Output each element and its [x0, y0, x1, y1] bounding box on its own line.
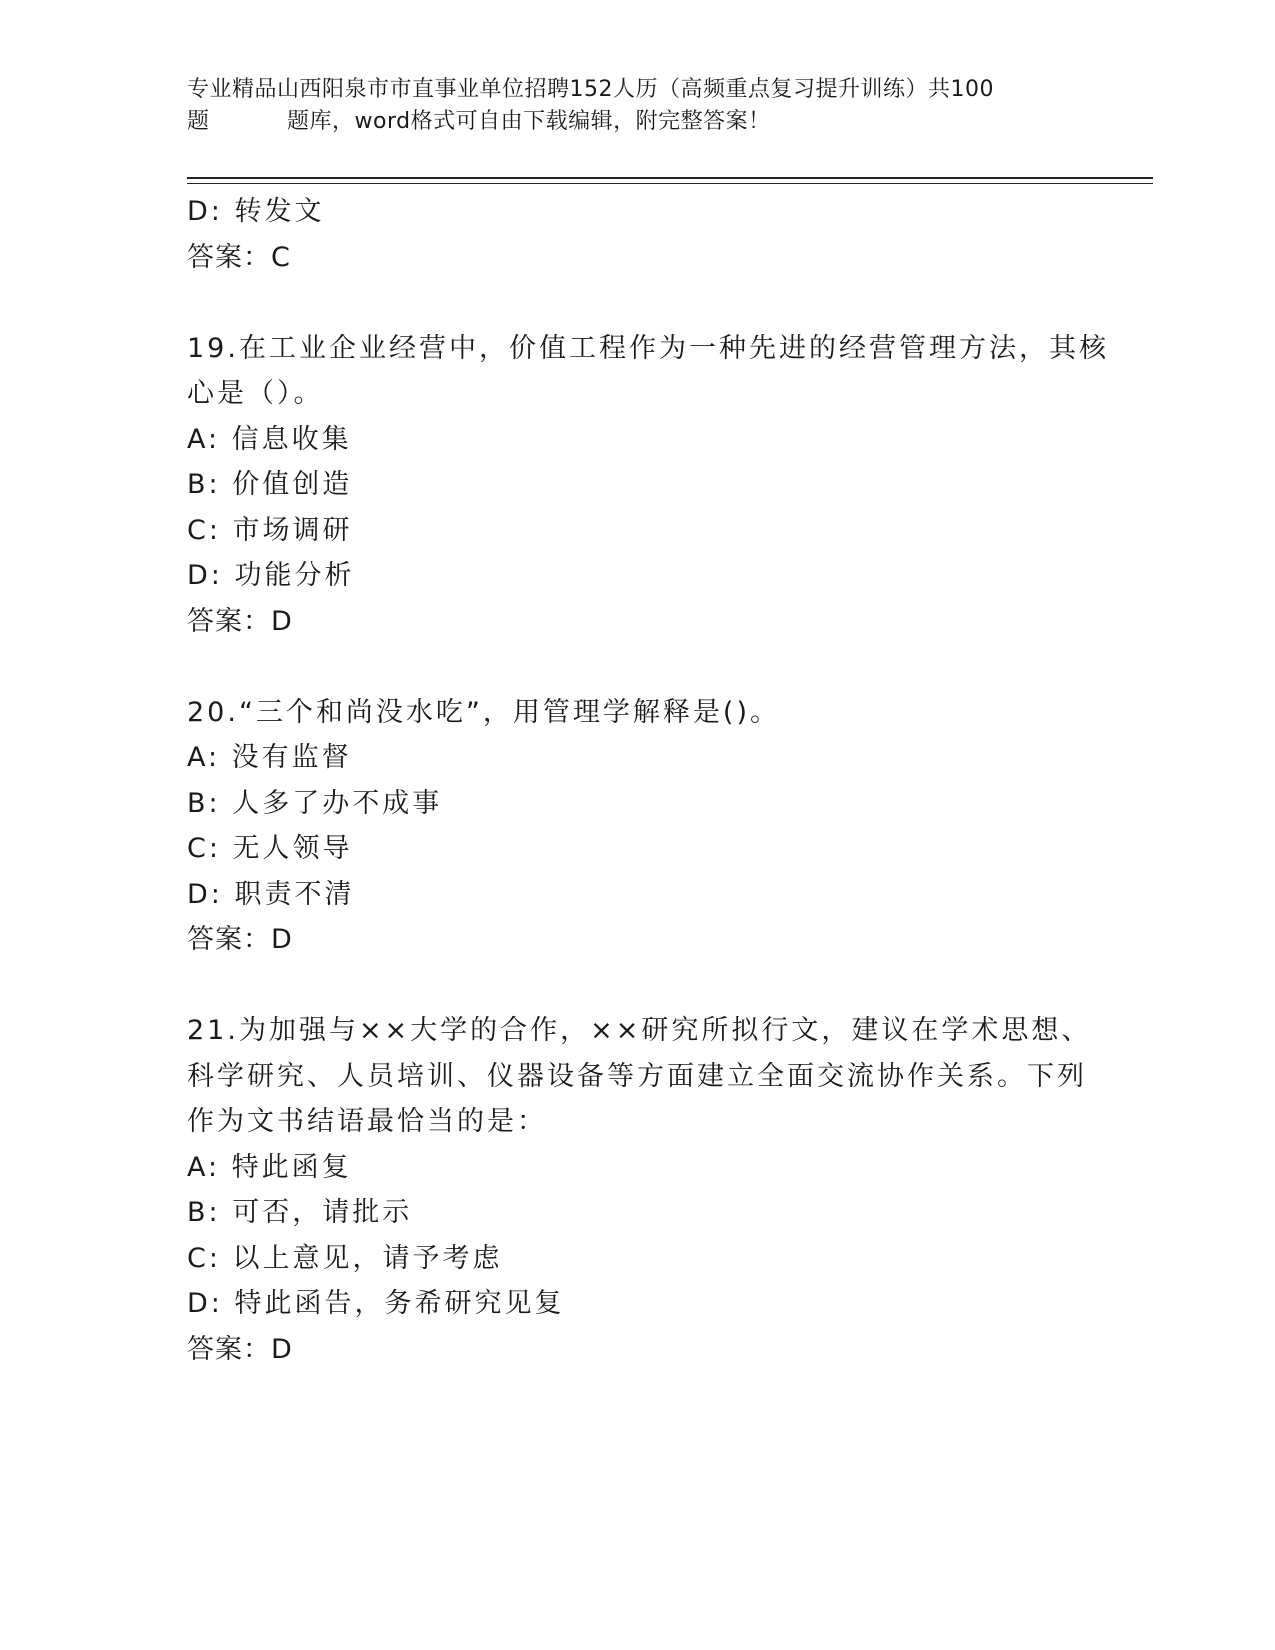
question-block	[187, 690, 1087, 963]
question-stem: 19.在工业企业经营中，价值工程作为一种先进的经营管理方法，其核	[187, 332, 1109, 364]
header-title-line1: 专业精品山西阳泉市市直事业单位招聘152人历（高频重点复习提升训练）共100	[187, 77, 994, 102]
header-divider-thin	[187, 183, 1153, 184]
header-title-line2-left: 题	[187, 109, 210, 134]
option-a: A: 特此函复	[187, 1151, 352, 1183]
option-b: B: 人多了办不成事	[187, 787, 443, 819]
answer: 答案：D	[187, 1333, 293, 1365]
question-stem: 21.为加强与××大学的合作，××研究所拟行文，建议在学术思想、	[187, 1015, 1092, 1046]
question-block	[187, 1008, 1092, 1372]
option-b: B: 可否，请批示	[187, 1197, 413, 1228]
question-stem: 20.“三个和尚没水吃”，用管理学解释是()。	[187, 696, 780, 728]
option-d: D: 职责不清	[187, 878, 355, 910]
spacer	[187, 963, 1087, 1009]
option-b: B: 价值创造	[187, 469, 353, 500]
option-c: C: 无人领导	[187, 833, 353, 864]
spacer	[187, 644, 1087, 690]
prev-option-d: D: 转发文	[187, 196, 325, 227]
header-divider-thick	[187, 177, 1153, 179]
answer: 答案：D	[187, 605, 293, 637]
answer: 答案：D	[187, 924, 293, 955]
question-block	[187, 326, 1109, 645]
question-stem: 作为文书结语最恰当的是：	[187, 1106, 547, 1137]
question-stem: 心是（）。	[187, 378, 324, 409]
header-title-line2-right: 题库，word格式可自由下载编辑，附完整答案！	[287, 109, 771, 134]
prev-answer: 答案：C	[187, 241, 291, 273]
option-c: C: 市场调研	[187, 514, 353, 546]
option-d: D: 特此函告，务希研究见复	[187, 1288, 565, 1319]
option-c: C: 以上意见，请予考虑	[187, 1242, 503, 1274]
option-d: D: 功能分析	[187, 560, 355, 591]
option-a: A: 信息收集	[187, 423, 352, 455]
option-a: A: 没有监督	[187, 742, 352, 773]
spacer	[187, 280, 1087, 326]
question-stem: 科学研究、人员培训、仪器设备等方面建立全面交流协作关系。下列	[187, 1060, 1087, 1092]
header-title-line2	[187, 106, 1087, 138]
question-content	[187, 189, 1109, 1372]
page-header	[187, 74, 1087, 138]
